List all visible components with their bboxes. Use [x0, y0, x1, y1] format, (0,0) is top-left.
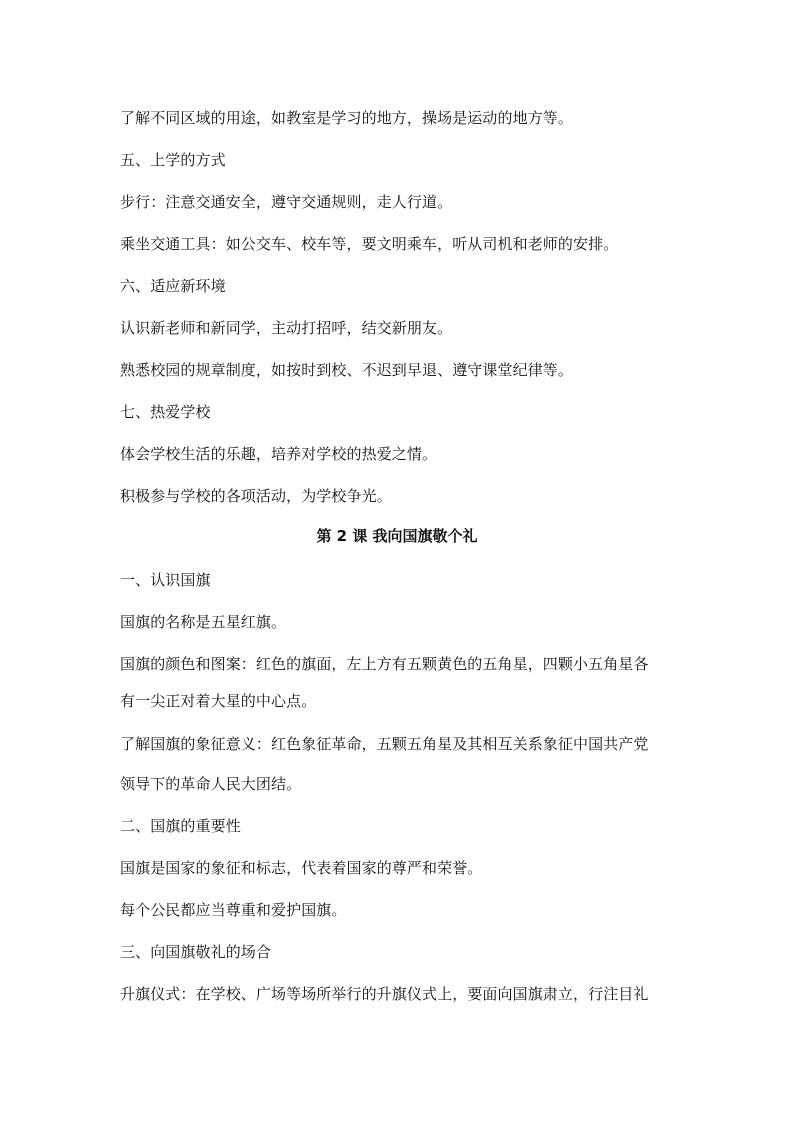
paragraph-flag-design-line2: 有一尖正对着大星的中心点。 — [120, 692, 317, 710]
heading-flag-1: 一、认识国旗 — [120, 571, 211, 589]
paragraph-transport: 乘坐交通工具：如公交车、校车等，要文明乘车，听从司机和老师的安排。 — [120, 235, 619, 253]
heading-section-6: 六、适应新环境 — [120, 277, 226, 295]
paragraph-area-usage: 了解不同区域的用途，如教室是学习的地方，操场是运动的地方等。 — [120, 109, 574, 127]
paragraph-school-rules: 熟悉校园的规章制度，如按时到校、不迟到早退、遵守课堂纪律等。 — [120, 361, 574, 379]
paragraph-flag-meaning-line2: 领导下的革命人民大团结。 — [120, 775, 302, 793]
paragraph-flag-symbol: 国旗是国家的象征和标志，代表着国家的尊严和荣誉。 — [120, 859, 483, 877]
heading-flag-2: 二、国旗的重要性 — [120, 817, 241, 835]
paragraph-walking: 步行：注意交通安全，遵守交通规则，走人行道。 — [120, 193, 453, 211]
paragraph-flag-design-line1: 国旗的颜色和图案：红色的旗面，左上方有五颗黄色的五角星，四颗小五角星各 — [120, 655, 649, 673]
heading-section-7: 七、热爱学校 — [120, 403, 211, 421]
lesson-title: 第 2 课 我向国旗敬个礼 — [316, 527, 478, 545]
paragraph-flag-name: 国旗的名称是五星红旗。 — [120, 613, 287, 631]
paragraph-flag-meaning-line1: 了解国旗的象征意义：红色象征革命，五颗五角星及其相互关系象征中国共产党 — [120, 735, 649, 753]
heading-section-5: 五、上学的方式 — [120, 151, 226, 169]
paragraph-respect-flag: 每个公民都应当尊重和爱护国旗。 — [120, 901, 347, 919]
paragraph-school-activities: 积极参与学校的各项活动，为学校争光。 — [120, 487, 392, 505]
paragraph-flag-ceremony: 升旗仪式：在学校、广场等场所举行的升旗仪式上，要面向国旗肃立，行注目礼 — [120, 985, 649, 1003]
heading-flag-3: 三、向国旗敬礼的场合 — [120, 943, 272, 961]
paragraph-school-life: 体会学校生活的乐趣，培养对学校的热爱之情。 — [120, 445, 438, 463]
paragraph-new-friends: 认识新老师和新同学，主动打招呼，结交新朋友。 — [120, 319, 453, 337]
